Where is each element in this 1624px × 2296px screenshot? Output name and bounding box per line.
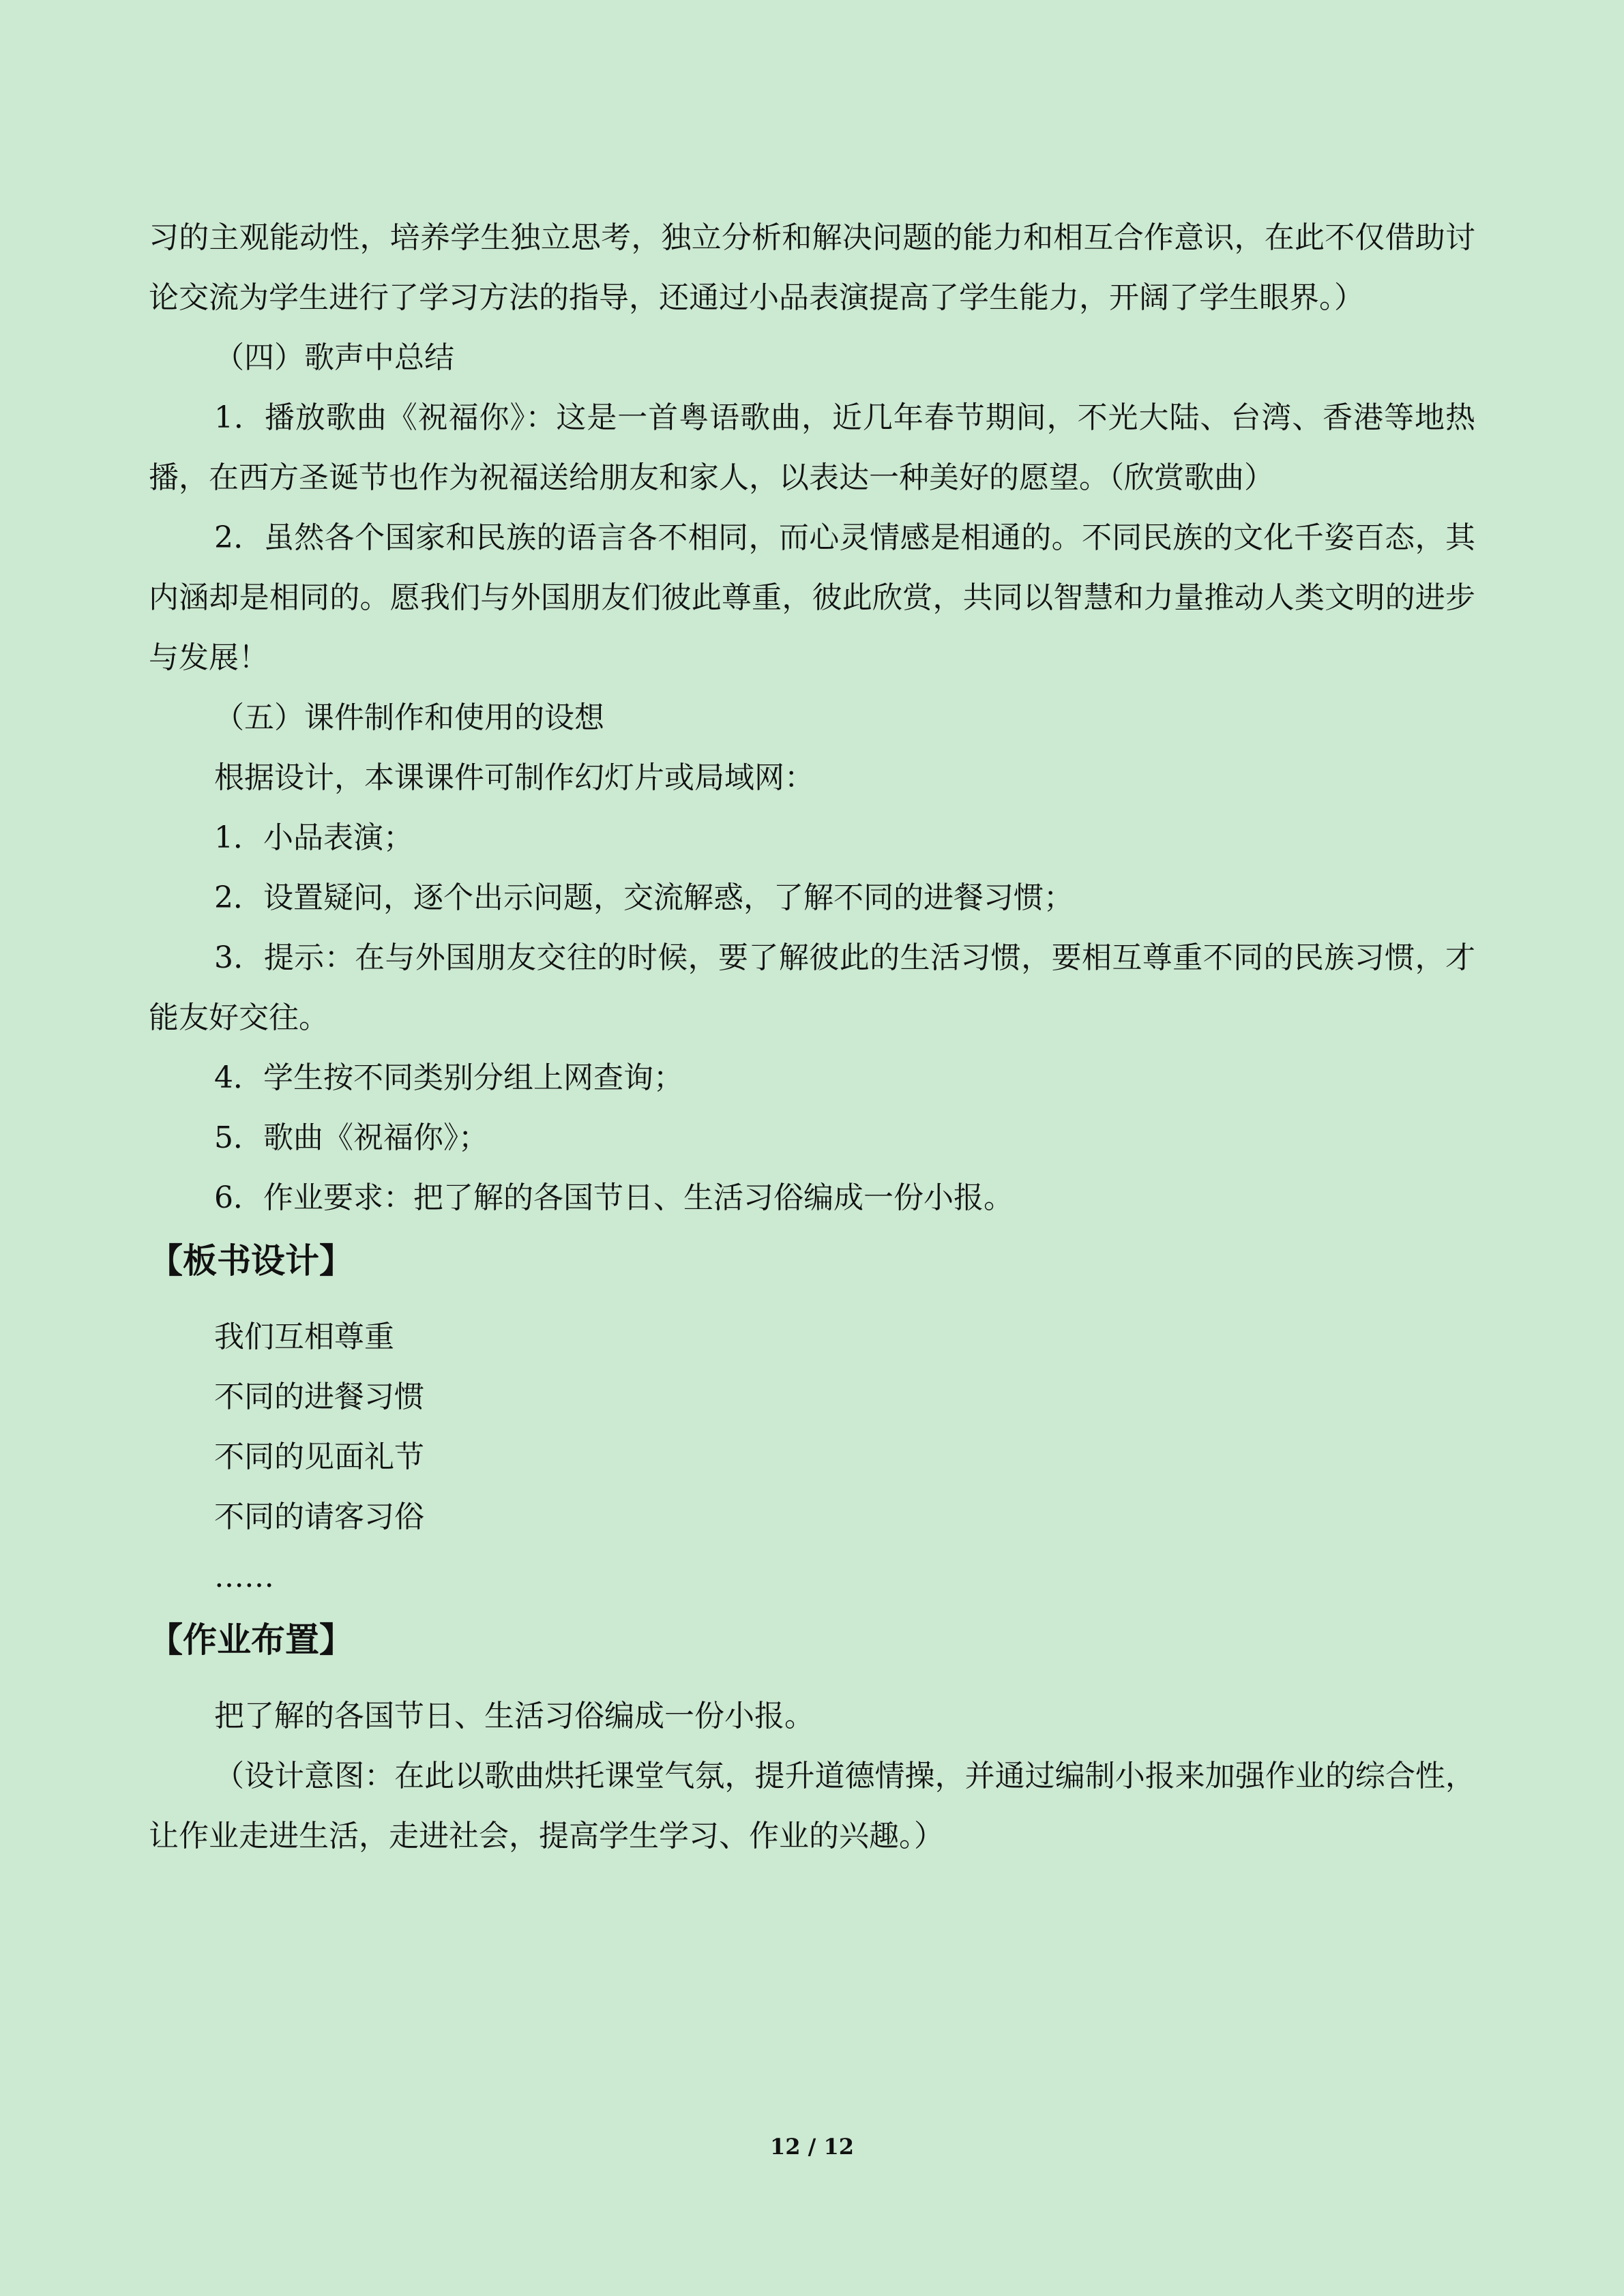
section-5-item-4: 4．学生按不同类别分组上网查询；	[214, 1060, 683, 1095]
board-line: 我们互相尊重	[214, 1320, 394, 1354]
section-4-paragraph-2: 2．虽然各个国家和民族的语言各不相同，而心灵情感是相通的。不同民族的文化千姿百态，其内涵却是相同的。愿我们与外国朋友们彼此尊重，彼此欣赏，共同以智慧和力量推动人类文明的进步与发展！	[149, 520, 1475, 675]
section-4-title: （四）歌声中总结	[214, 340, 454, 375]
section-5-item-3: 3．提示：在与外国朋友交往的时候，要了解彼此的生活习惯，要相互尊重不同的民族习惯，才能友好交往。	[149, 940, 1475, 1035]
section-5-lead: 根据设计，本课课件可制作幻灯片或局域网：	[214, 760, 814, 795]
board-line: ……	[214, 1560, 274, 1594]
section-5-title: （五）课件制作和使用的设想	[214, 700, 604, 735]
page-number: 12 / 12	[769, 2134, 855, 2160]
section-4-paragraph-1: 1．播放歌曲《祝福你》：这是一首粤语歌曲，近几年春节期间，不光大陆、台湾、香港等地热播，在西方圣诞节也作为祝福送给朋友和家人，以表达一种美好的愿望。（欣赏歌曲）	[149, 400, 1475, 495]
board-line: 不同的进餐习惯	[214, 1380, 424, 1414]
section-5-item-1: 1．小品表演；	[214, 820, 413, 855]
section-5-item-5: 5．歌曲《祝福你》；	[214, 1120, 488, 1155]
document-page	[149, 208, 1475, 1866]
homework-heading: 【作业布置】	[149, 1620, 353, 1660]
homework-task: 把了解的各国节日、生活习俗编成一份小报。	[214, 1699, 814, 1733]
board-line: 不同的见面礼节	[214, 1440, 424, 1474]
board-design-list	[149, 1307, 1475, 1607]
section-5-item-2: 2．设置疑问，逐个出示问题，交流解惑，了解不同的进餐习惯；	[214, 880, 1074, 915]
board-design-heading: 【板书设计】	[149, 1241, 353, 1281]
intro-paragraph: 习的主观能动性，培养学生独立思考，独立分析和解决问题的能力和相互合作意识，在此不仅借助讨论交流为学生进行了学习方法的指导，还通过小品表演提高了学生能力，开阔了学生眼界。）	[149, 220, 1475, 315]
board-line: 不同的请客习俗	[214, 1500, 424, 1534]
section-5-item-6: 6．作业要求：把了解的各国节日、生活习俗编成一份小报。	[214, 1180, 1014, 1215]
homework-intent: （设计意图：在此以歌曲烘托课堂气氛，提升道德情操，并通过编制小报来加强作业的综合性，让作业走进生活，走进社会，提高学生学习、作业的兴趣。）	[149, 1759, 1475, 1853]
